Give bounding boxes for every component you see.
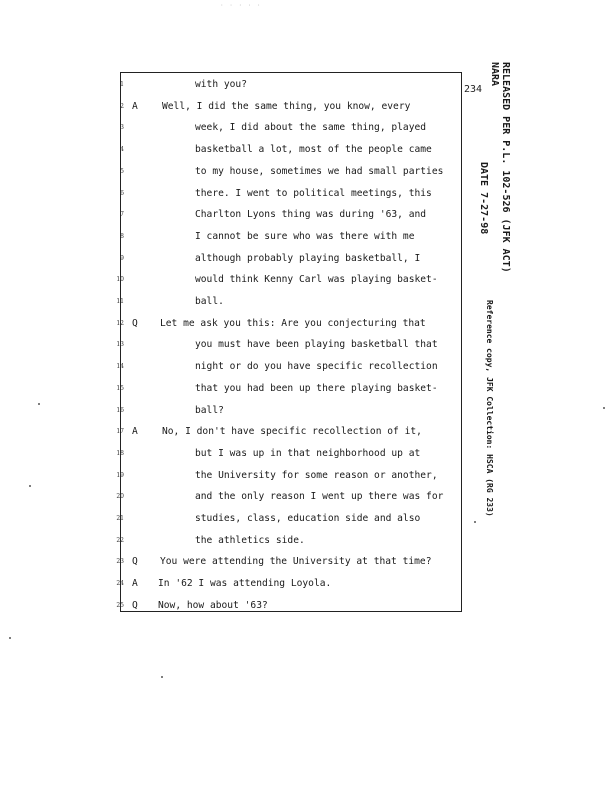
line-text: I cannot be sure who was there with me [195, 230, 415, 242]
line-text: ball? [195, 404, 224, 416]
page-number: 234 [464, 84, 483, 95]
line-text: No, I don't have specific recollection of it, [162, 426, 422, 438]
line-text: that you had been up there playing basket- [195, 382, 438, 394]
line-text: night or do you have specific recollection [195, 361, 438, 373]
line-text: with you? [195, 79, 247, 90]
line-text: but I was up in that neighborhood up at [195, 447, 421, 459]
line-text: the athletics side. [195, 534, 305, 546]
line-text: and the only reason I went up there was for [195, 491, 444, 503]
release-stamp [475, 62, 515, 302]
transcript-line [0, 356, 470, 377]
line-text: You were attending the University at that time? [160, 556, 432, 568]
line-number: 1 [120, 81, 124, 88]
transcript-line [0, 334, 470, 355]
line-text: Now, how about '63? [158, 599, 268, 611]
transcript-line [0, 595, 470, 616]
line-number: 24 [116, 580, 124, 588]
transcript-line [0, 421, 470, 442]
line-text: Let me ask you this: Are you conjecturing that [160, 317, 426, 329]
line-text: to my house, sometimes we had small parties [195, 165, 444, 177]
line-number: 16 [116, 406, 124, 414]
line-number: 25 [116, 601, 124, 609]
transcript-line [0, 400, 470, 421]
top-faint-text: · · · · · [220, 2, 262, 9]
transcript-line [0, 226, 470, 247]
line-number: 21 [116, 515, 124, 522]
speaker-label: A [132, 578, 138, 590]
scan-speck [603, 407, 605, 409]
transcript-line [0, 139, 470, 160]
scan-speck [38, 403, 40, 405]
reference-note [484, 300, 498, 630]
line-number: 7 [120, 211, 124, 219]
transcript-line [0, 248, 470, 269]
transcript-line [0, 161, 470, 182]
release-stamp-line3: DATE 7-27-98 [478, 162, 489, 235]
line-number: 9 [120, 254, 124, 262]
line-number: 19 [116, 471, 124, 479]
line-text: basketball a lot, most of the people came [195, 144, 432, 156]
scan-speck [29, 485, 31, 487]
speaker-label: A [132, 426, 138, 438]
line-text: In '62 I was attending Loyola. [158, 578, 332, 590]
scan-speck [9, 637, 11, 639]
reference-note-text: Reference copy, JFK Collection: HSCA (RG 233) [485, 300, 494, 517]
line-text: Well, I did the same thing, you know, every [162, 100, 411, 112]
transcript-line [0, 291, 470, 312]
transcript-line [0, 465, 470, 486]
line-number: 5 [120, 167, 124, 175]
release-stamp-line1: RELEASED PER P.L. 102-526 (JFK ACT) [500, 62, 511, 273]
line-number: 2 [120, 102, 124, 110]
line-number: 11 [116, 298, 124, 305]
speaker-label: Q [132, 556, 138, 568]
line-text: ball. [195, 296, 224, 307]
line-text: Charlton Lyons thing was during '63, and [195, 209, 427, 221]
transcript-line [0, 204, 470, 225]
line-text: would think Kenny Carl was playing basket- [195, 274, 438, 286]
speaker-label: A [132, 100, 138, 112]
line-text: there. I went to political meetings, this [195, 187, 432, 199]
transcript-line [0, 573, 470, 594]
line-text: studies, class, education side and also [195, 513, 421, 524]
transcript-line [0, 183, 470, 204]
line-number: 12 [116, 319, 124, 327]
transcript-line [0, 117, 470, 138]
transcript-line [0, 530, 470, 551]
line-number: 22 [116, 536, 124, 544]
line-text: although probably playing basketball, I [195, 252, 421, 264]
release-stamp-line2: NARA [489, 62, 500, 87]
line-number: 10 [116, 276, 124, 284]
line-number: 6 [120, 189, 124, 197]
line-number: 18 [116, 449, 124, 457]
line-number: 4 [120, 146, 124, 154]
line-number: 20 [116, 493, 124, 501]
speaker-label: Q [132, 599, 138, 611]
line-number: 8 [120, 232, 124, 240]
transcript-line [0, 96, 470, 117]
transcript-line [0, 508, 470, 529]
transcript-line [0, 269, 470, 290]
line-number: 15 [116, 384, 124, 392]
speaker-label: Q [132, 317, 138, 329]
transcript-line [0, 74, 470, 95]
line-number: 14 [116, 363, 124, 371]
line-text: week, I did about the same thing, played [195, 122, 427, 134]
line-number: 23 [116, 558, 124, 566]
transcript-line [0, 551, 470, 572]
transcript-line [0, 443, 470, 464]
transcript-line [0, 378, 470, 399]
line-text: the University for some reason or another, [195, 469, 438, 481]
scan-speck [474, 521, 476, 523]
line-number: 17 [116, 428, 124, 436]
line-number: 13 [116, 341, 124, 349]
transcript-line [0, 313, 470, 334]
line-text: you must have been playing basketball that [195, 339, 438, 351]
scan-speck [161, 676, 163, 678]
line-number: 3 [120, 124, 124, 132]
transcript-line [0, 486, 470, 507]
